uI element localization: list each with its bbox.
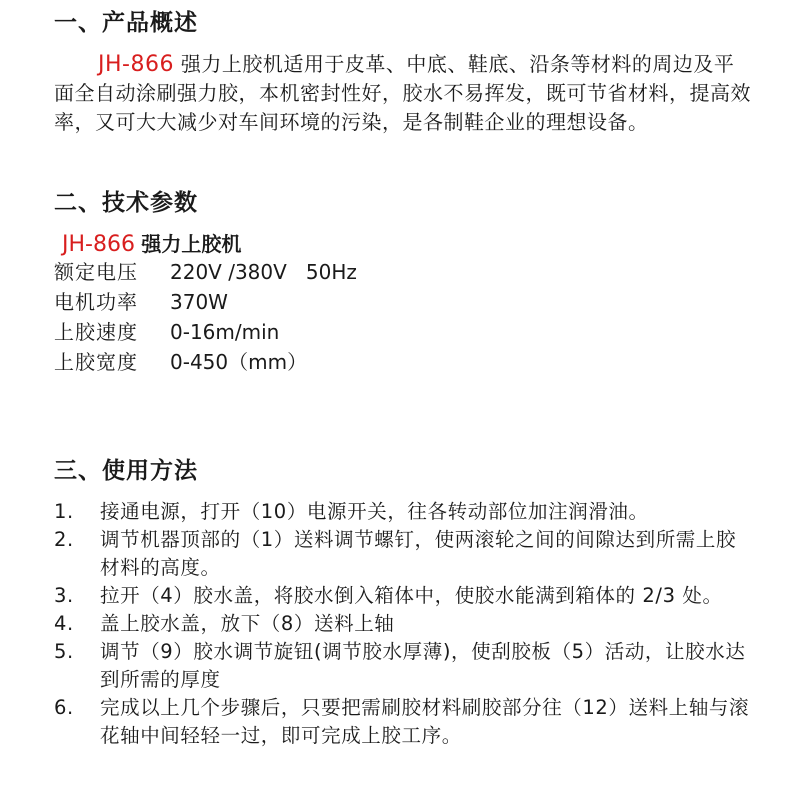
spec-model-number: JH-866 <box>62 232 135 257</box>
step-number: 3. <box>54 584 74 607</box>
step-text: 接通电源，打开（10）电源开关，往各转动部位加注润滑油。 <box>100 500 649 523</box>
spec-row-speed <box>54 318 279 347</box>
spec-value: 0-450（mm） <box>170 350 308 374</box>
section1-heading: 一、产品概述 <box>54 10 198 36</box>
spec-row-width <box>54 348 307 377</box>
spec-value: 370W <box>170 290 228 314</box>
step-number: 1. <box>54 500 74 523</box>
step-text: 调节机器顶部的（1）送料调节螺钉，使两滚轮之间的间隙达到所需上胶材料的高度。 <box>100 528 737 579</box>
step-text: 拉开（4）胶水盖，将胶水倒入箱体中，使胶水能满到箱体的 2/3 处。 <box>100 584 723 607</box>
list-item <box>54 526 754 582</box>
spec-row-power <box>54 288 228 317</box>
step-text: 盖上胶水盖，放下（8）送料上轴 <box>100 612 395 635</box>
spec-row-voltage <box>54 258 357 287</box>
list-item <box>54 582 754 610</box>
spec-model-line <box>62 228 241 257</box>
list-item <box>54 610 754 638</box>
overview-text: 强力上胶机适用于皮革、中底、鞋底、沿条等材料的周边及平面全自动涂刷强力胶，本机密封性好，胶水不易挥发，既可节省材料，提高效率，又可大大减少对车间环境的污染，是各制鞋企业的理想设备。 <box>54 52 751 134</box>
step-number: 2. <box>54 528 74 551</box>
spec-value: 0-16m/min <box>170 320 280 344</box>
step-text: 调节（9）胶水调节旋钮(调节胶水厚薄)，使刮胶板（5）活动，让胶水达到所需的厚度 <box>100 640 746 691</box>
spec-label: 电机功率 <box>54 290 138 314</box>
step-number: 6. <box>54 696 74 719</box>
step-number: 4. <box>54 612 74 635</box>
spec-value: 220V /380V 50Hz <box>170 260 357 284</box>
spec-label: 额定电压 <box>54 260 138 284</box>
list-item <box>54 498 754 526</box>
usage-steps-list <box>54 498 754 750</box>
spec-label: 上胶速度 <box>54 320 138 344</box>
product-overview-paragraph <box>54 50 754 137</box>
list-item <box>54 638 754 694</box>
list-item <box>54 694 754 750</box>
step-number: 5. <box>54 640 74 663</box>
spec-label: 上胶宽度 <box>54 350 138 374</box>
section2-heading: 二、技术参数 <box>54 190 198 216</box>
model-number: JH-866 <box>98 52 174 77</box>
section3-heading: 三、使用方法 <box>54 458 198 484</box>
step-text: 完成以上几个步骤后，只要把需刷胶材料刷胶部分往（12）送料上轴与滚花轴中间轻轻一过，即可完成上胶工序。 <box>100 696 750 747</box>
spec-model-name: 强力上胶机 <box>141 232 242 256</box>
